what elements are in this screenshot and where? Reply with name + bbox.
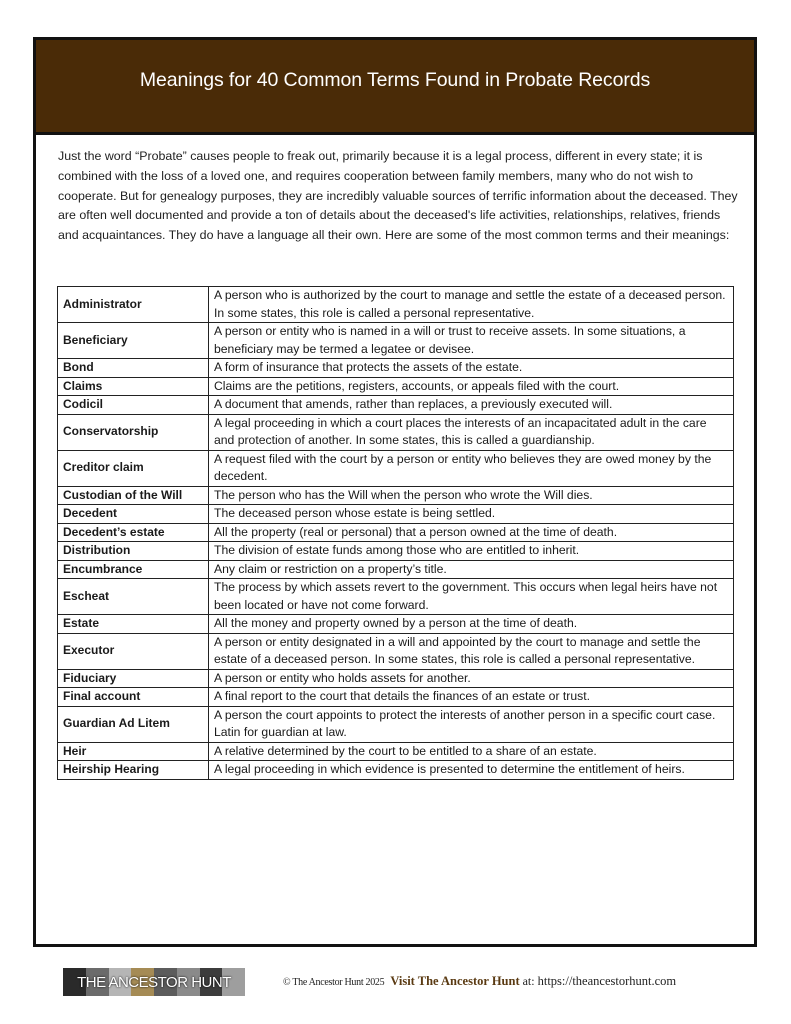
definition-cell: Claims are the petitions, registers, accounts, or appeals filed with the court. bbox=[209, 377, 734, 396]
definition-cell: A relative determined by the court to be entitled to a share of an estate. bbox=[209, 742, 734, 761]
at-label: at: bbox=[519, 974, 538, 988]
table-row bbox=[58, 633, 734, 669]
term-cell: Escheat bbox=[58, 579, 209, 615]
definition-cell: A legal proceeding in which evidence is presented to determine the entitlement of heirs. bbox=[209, 761, 734, 780]
definition-cell: The deceased person whose estate is being settled. bbox=[209, 505, 734, 524]
term-cell: Administrator bbox=[58, 287, 209, 323]
term-cell: Final account bbox=[58, 688, 209, 707]
table-row bbox=[58, 396, 734, 415]
term-cell: Creditor claim bbox=[58, 450, 209, 486]
table-row bbox=[58, 505, 734, 524]
term-cell: Decedent bbox=[58, 505, 209, 524]
visit-link[interactable]: Visit The Ancestor Hunt bbox=[390, 974, 520, 988]
table-row bbox=[58, 486, 734, 505]
term-cell: Fiduciary bbox=[58, 669, 209, 688]
definition-cell: All the money and property owned by a person at the time of death. bbox=[209, 615, 734, 634]
definition-cell: Any claim or restriction on a property’s title. bbox=[209, 560, 734, 579]
footer-credit bbox=[283, 974, 676, 989]
table-row bbox=[58, 359, 734, 378]
term-cell: Heir bbox=[58, 742, 209, 761]
definition-cell: A person who is authorized by the court to manage and settle the estate of a deceased person. In some states, this role is called a personal representative. bbox=[209, 287, 734, 323]
definition-cell: The person who has the Will when the person who wrote the Will dies. bbox=[209, 486, 734, 505]
definition-cell: A person or entity who holds assets for another. bbox=[209, 669, 734, 688]
definition-cell: A person or entity who is named in a will or trust to receive assets. In some situations, a beneficiary may be termed a legatee or devisee. bbox=[209, 323, 734, 359]
footer bbox=[0, 965, 791, 1001]
table-row bbox=[58, 414, 734, 450]
table-row bbox=[58, 377, 734, 396]
term-cell: Claims bbox=[58, 377, 209, 396]
intro-paragraph: Just the word “Probate” causes people to freak out, primarily because it is a legal process, different in every state; it is combined with the loss of a loved one, and requires cooperation between family members, many who do not wish to cooperate. But for genealogy purposes, they are incredibly valuable sources of terrific information about the deceased. They are often well documented and provide a ton of details about the deceased's life activities, relationships, relatives, friends and acquaintances. They do have a language all their own. Here are some of the most common terms and their meanings: bbox=[58, 149, 738, 243]
term-cell: Decedent’s estate bbox=[58, 523, 209, 542]
table-row bbox=[58, 706, 734, 742]
table-row bbox=[58, 287, 734, 323]
definition-cell: A person or entity designated in a will and appointed by the court to manage and settle the estate of a deceased person. In some states, this role is called a personal representative. bbox=[209, 633, 734, 669]
definition-cell: The process by which assets revert to the government. This occurs when legal heirs have not been located or have not come forward. bbox=[209, 579, 734, 615]
page-title: Meanings for 40 Common Terms Found in Probate Records bbox=[139, 68, 651, 91]
term-cell: Heirship Hearing bbox=[58, 761, 209, 780]
term-cell: Conservatorship bbox=[58, 414, 209, 450]
definition-cell: A request filed with the court by a person or entity who believes they are owed money by the decedent. bbox=[209, 450, 734, 486]
table-row bbox=[58, 688, 734, 707]
term-cell: Custodian of the Will bbox=[58, 486, 209, 505]
table-row bbox=[58, 542, 734, 561]
page-frame bbox=[33, 37, 757, 947]
logo-text: THE ANCESTOR HUNT bbox=[77, 973, 231, 991]
table-row bbox=[58, 615, 734, 634]
table-row bbox=[58, 669, 734, 688]
table-row bbox=[58, 450, 734, 486]
table-row bbox=[58, 323, 734, 359]
term-cell: Distribution bbox=[58, 542, 209, 561]
table-row bbox=[58, 560, 734, 579]
copyright-text: © The Ancestor Hunt 2025 bbox=[283, 977, 385, 988]
term-cell: Executor bbox=[58, 633, 209, 669]
table-row bbox=[58, 742, 734, 761]
site-url-link[interactable]: https://theancestorhunt.com bbox=[537, 974, 677, 988]
table-row bbox=[58, 579, 734, 615]
definition-cell: A form of insurance that protects the assets of the estate. bbox=[209, 359, 734, 378]
table-row bbox=[58, 761, 734, 780]
term-cell: Codicil bbox=[58, 396, 209, 415]
definition-cell: A document that amends, rather than replaces, a previously executed will. bbox=[209, 396, 734, 415]
definition-cell: All the property (real or personal) that a person owned at the time of death. bbox=[209, 523, 734, 542]
term-cell: Bond bbox=[58, 359, 209, 378]
term-cell: Beneficiary bbox=[58, 323, 209, 359]
definition-cell: The division of estate funds among those who are entitled to inherit. bbox=[209, 542, 734, 561]
definition-cell: A final report to the court that details the finances of an estate or trust. bbox=[209, 688, 734, 707]
definition-cell: A legal proceeding in which a court places the interests of an incapacitated adult in the care and protection of another. In some states, this is called a guardianship. bbox=[209, 414, 734, 450]
title-banner bbox=[36, 40, 754, 135]
term-cell: Estate bbox=[58, 615, 209, 634]
definition-cell: A person the court appoints to protect the interests of another person in a specific court case. Latin for guardian at law. bbox=[209, 706, 734, 742]
table-row bbox=[58, 523, 734, 542]
term-cell: Encumbrance bbox=[58, 560, 209, 579]
terms-table bbox=[57, 286, 734, 780]
term-cell: Guardian Ad Litem bbox=[58, 706, 209, 742]
